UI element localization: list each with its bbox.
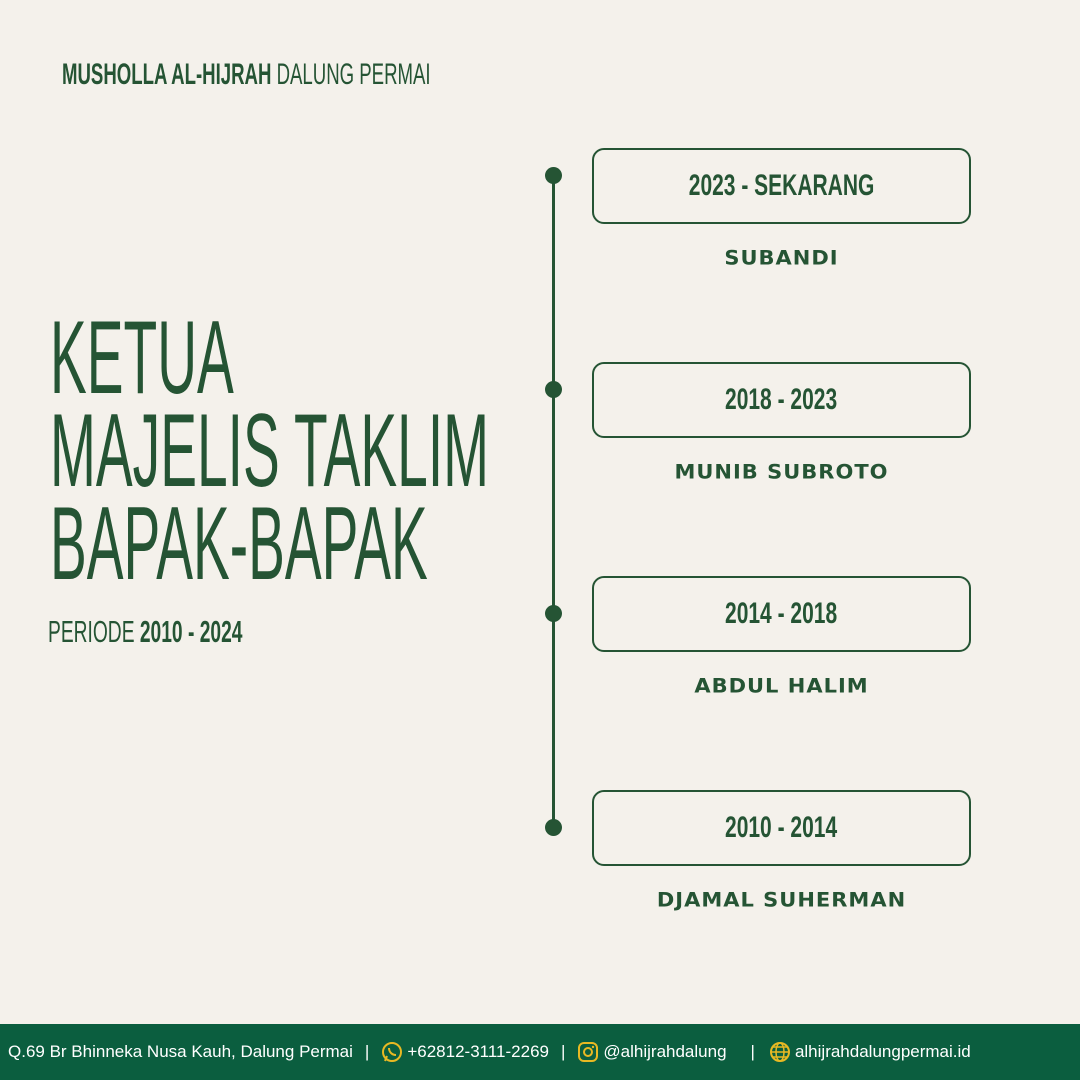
timeline-dot	[545, 167, 562, 184]
whatsapp-icon	[381, 1041, 403, 1063]
globe-icon	[769, 1041, 791, 1063]
timeline-dot	[545, 819, 562, 836]
periode-label: PERIODE	[48, 614, 135, 649]
footer-address: Q.69 Br Bhinneka Nusa Kauh, Dalung Permai	[8, 1042, 353, 1061]
title-line-2: MAJELIS TAKLIM	[50, 393, 490, 509]
org-header	[62, 58, 656, 92]
leader-name: SUBANDI	[724, 246, 839, 270]
timeline-dot	[545, 381, 562, 398]
period-box	[592, 148, 971, 224]
title-line-3: BAPAK-BAPAK	[50, 486, 428, 602]
footer-website[interactable]: alhijrahdalungpermai.id	[794, 1042, 971, 1061]
footer	[0, 1024, 1080, 1080]
header-bold: MUSHOLLA AL-HIJRAH	[62, 58, 272, 91]
header-regular: DALUNG PERMAI	[276, 58, 431, 91]
page-title	[50, 300, 878, 602]
separator: |	[750, 1042, 755, 1061]
period-box	[592, 362, 971, 438]
timeline-dot	[545, 605, 562, 622]
title-line-1: KETUA	[50, 300, 234, 416]
separator: |	[364, 1042, 370, 1061]
leader-name: MUNIB SUBROTO	[674, 460, 889, 484]
period-box	[592, 576, 971, 652]
period-label: 2014 - 2018	[725, 597, 838, 630]
footer-phone[interactable]: +62812-3111-2269	[407, 1042, 549, 1061]
period-label: 2010 - 2014	[725, 811, 838, 844]
periode	[48, 614, 362, 650]
separator: |	[560, 1042, 566, 1061]
period-label: 2018 - 2023	[725, 383, 838, 416]
period-label: 2023 - SEKARANG	[688, 169, 875, 202]
instagram-icon	[577, 1041, 599, 1063]
leader-name: ABDUL HALIM	[694, 674, 869, 698]
leader-name: DJAMAL SUHERMAN	[656, 888, 907, 912]
timeline-line	[552, 175, 555, 827]
periode-value: 2010 - 2024	[139, 614, 243, 649]
period-box	[592, 790, 971, 866]
footer-instagram[interactable]: @alhijrahdalung	[603, 1042, 727, 1061]
